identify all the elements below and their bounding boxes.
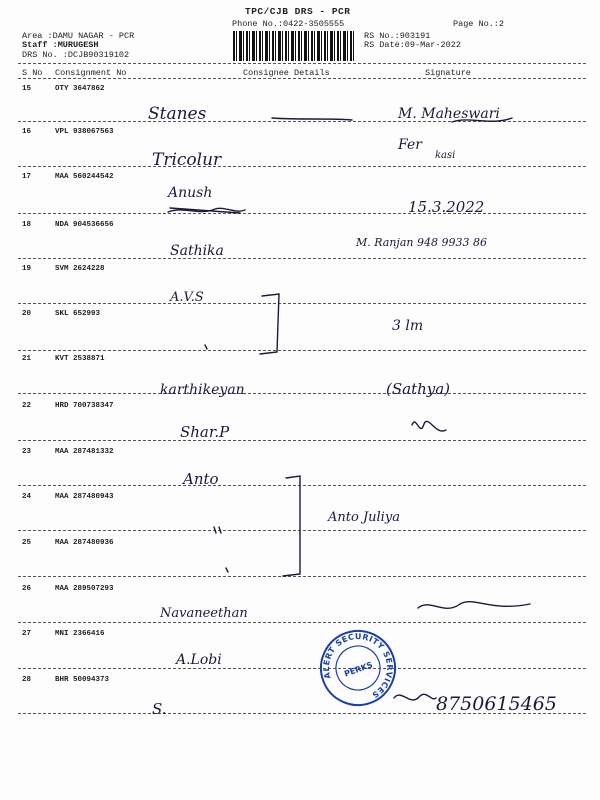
handwritten-signature: M. Ranjan 948 9933 86 xyxy=(356,236,487,249)
row-consignment: MAA 289507293 xyxy=(55,585,114,593)
row-consignment: NDA 904536656 xyxy=(55,221,114,229)
handwritten-consignee: Navaneethan xyxy=(160,606,248,621)
tick-mark xyxy=(226,568,228,572)
area-field: Area :DAMU NAGAR - PCR xyxy=(22,31,135,41)
handwritten-consignee: Tricolur xyxy=(152,150,222,170)
tick-mark xyxy=(205,345,207,349)
column-header-signature: Signature xyxy=(425,68,471,78)
row-consignment: SVM 2624228 xyxy=(55,265,105,273)
signature-scribble xyxy=(394,694,436,700)
row-sno: 18 xyxy=(22,221,32,229)
stamp-outer-text: ALERT SECURITY SERVICES xyxy=(321,631,395,700)
rs-date: RS Date:09-Mar-2022 xyxy=(364,40,461,50)
handwritten-consignee: Anto xyxy=(183,470,219,488)
handwritten-consignee: karthikeyan xyxy=(160,382,245,398)
row-consignment: HRD 700738347 xyxy=(55,402,114,410)
handwritten-signature: kasi xyxy=(435,150,456,161)
row-consignment: OTY 3647862 xyxy=(55,85,105,93)
handwritten-signature: 3 lm xyxy=(392,318,424,334)
row-sno: 20 xyxy=(22,310,32,318)
handwritten-consignee: A.V.S xyxy=(170,290,204,305)
handwritten-consignee: Anush xyxy=(168,185,213,201)
signature-scribble xyxy=(272,118,352,120)
column-header-consignee: Consignee Details xyxy=(243,68,330,78)
row-sno: 19 xyxy=(22,265,32,273)
bracket-mark xyxy=(260,294,279,354)
staff-field: Staff :MURUGESH xyxy=(22,40,99,50)
handwritten-signature: 15.3.2022 xyxy=(408,198,485,216)
handwritten-consignee: A.Lobi xyxy=(176,652,222,668)
stamp-inner-text: PERKS xyxy=(343,660,374,679)
handwritten-signature: Anto Juliya xyxy=(328,510,400,525)
handwritten-consignee: Sathika xyxy=(170,243,224,259)
document-title: TPC/CJB DRS - PCR xyxy=(245,6,351,17)
row-sno: 16 xyxy=(22,128,32,136)
column-header-sno: S No xyxy=(22,68,43,78)
row-sno: 25 xyxy=(22,539,32,547)
row-sno: 26 xyxy=(22,585,32,593)
row-consignment: MAA 287480943 xyxy=(55,493,114,501)
page-number: Page No.:2 xyxy=(453,19,505,29)
security-stamp-icon xyxy=(318,628,398,708)
row-sno: 23 xyxy=(22,448,32,456)
row-consignment: MAA 560244542 xyxy=(55,173,114,181)
signature-scribble xyxy=(412,421,446,431)
bracket-mark xyxy=(283,476,300,576)
row-sno: 21 xyxy=(22,355,32,363)
row-consignment: MAA 287481332 xyxy=(55,448,114,456)
row-consignment: BHR 50094373 xyxy=(55,676,110,684)
row-sno: 28 xyxy=(22,676,32,684)
signature-scribble xyxy=(418,602,530,609)
row-sno: 24 xyxy=(22,493,32,501)
row-sno: 27 xyxy=(22,630,32,638)
row-consignment: VPL 938067563 xyxy=(55,128,114,136)
handwritten-phone: 8750615465 xyxy=(436,693,557,715)
rs-number: RS No.:903191 xyxy=(364,31,431,41)
row-consignment: KVT 2538871 xyxy=(55,355,105,363)
row-sno: 17 xyxy=(22,173,32,181)
row-sno: 22 xyxy=(22,402,32,410)
handwritten-signature: Fer xyxy=(398,137,422,153)
row-consignment: MNI 2366416 xyxy=(55,630,105,638)
row-consignment: MAA 287480936 xyxy=(55,539,114,547)
handwritten-consignee: Shar.P xyxy=(180,423,230,441)
handwritten-consignee: Stanes xyxy=(148,104,207,124)
phone-number: Phone No.:0422-3505555 xyxy=(232,19,345,29)
handwritten-consignee: S. xyxy=(152,700,167,718)
row-sno: 15 xyxy=(22,85,32,93)
handwritten-signature: M. Maheswari xyxy=(398,106,500,122)
tick-mark xyxy=(214,527,221,533)
handwritten-signature: (Sathya) xyxy=(386,380,451,398)
signature-scribble xyxy=(452,118,512,122)
drs-number-field: DRS No. :DCJB90319102 xyxy=(22,50,130,60)
row-consignment: SKL 652993 xyxy=(55,310,101,318)
column-header-consignment: Consignment No xyxy=(55,68,127,78)
